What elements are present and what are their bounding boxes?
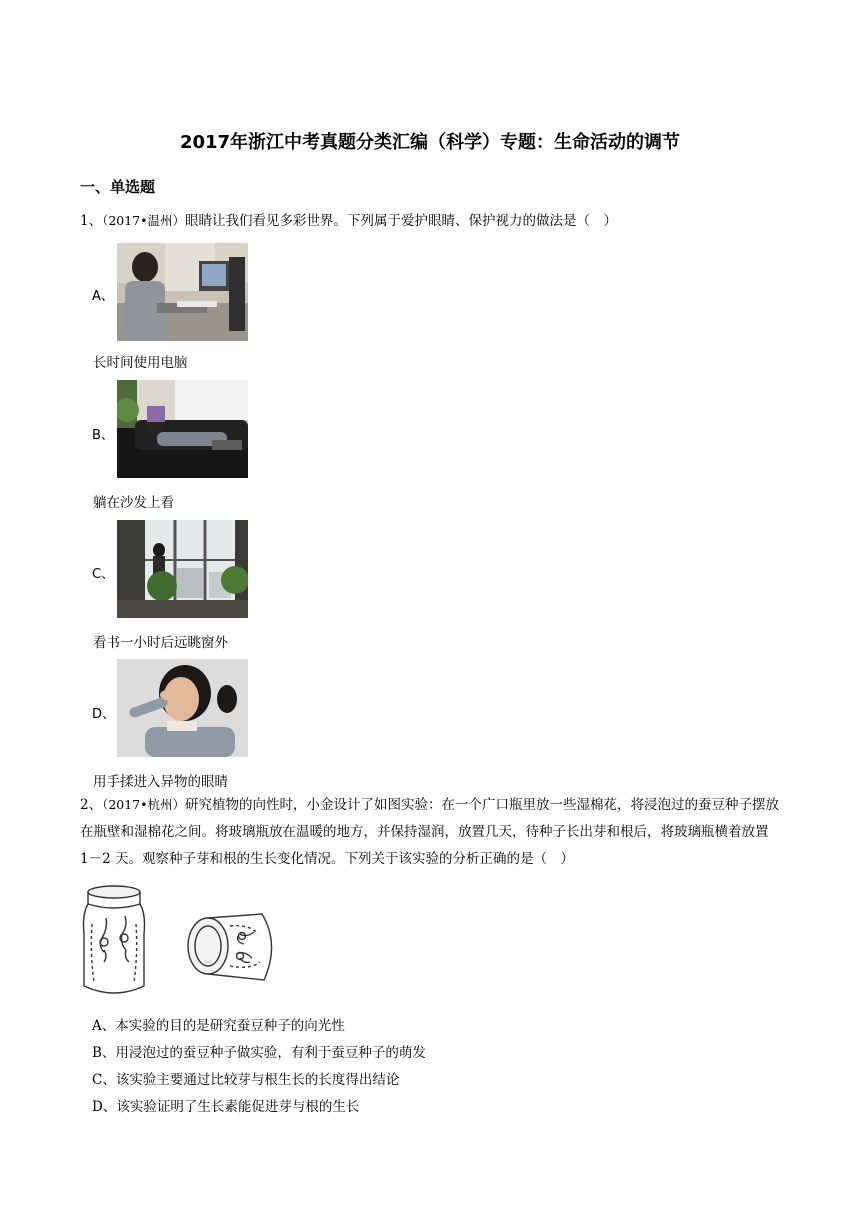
- question-source: （2017•杭州）: [102, 797, 186, 812]
- option-a-image: [117, 243, 248, 341]
- q2-option-d: D、该实验证明了生长素能促进芽与根的生长: [92, 1099, 360, 1115]
- question-number: 2、: [80, 797, 103, 813]
- q2-option-c: C、该实验主要通过比较芽与根生长的长度得出结论: [92, 1072, 400, 1088]
- option-b-letter: B、: [92, 428, 114, 443]
- q2-option-a: A、本实验的目的是研究蚕豆种子的向光性: [92, 1018, 345, 1034]
- option-c-image: [117, 520, 248, 618]
- q2-option-b: B、用浸泡过的蚕豆种子做实验，有利于蚕豆种子的萌发: [92, 1045, 426, 1061]
- section-heading: 一、单选题: [80, 178, 156, 196]
- experiment-jar-figure: [80, 884, 280, 1002]
- option-b-caption: 躺在沙发上看: [93, 495, 174, 511]
- option-d-letter: D、: [92, 707, 116, 722]
- option-b-image: [117, 380, 248, 478]
- option-c-caption: 看书一小时后远眺窗外: [93, 635, 228, 651]
- question-source: （2017•温州）: [102, 213, 186, 228]
- option-a-caption: 长时间使用电脑: [93, 355, 188, 371]
- question-1-stem: [80, 211, 617, 231]
- question-text: 研究植物的向性时，小金设计了如图实验：在一个广口瓶里放一些湿棉花，将浸泡过的蚕豆种子摆放在瓶壁和湿棉花之间。将玻璃瓶放在温暖的地方，并保持湿润，放置几天，待种子长出芽和根后，将玻璃瓶横着放置 1－2 天。观察种子芽和根的生长变化情况。下列关于该实验的分析正确的是（ ）: [80, 797, 780, 867]
- option-c-letter: C、: [92, 567, 115, 582]
- option-d-image: [117, 659, 248, 757]
- question-2-stem: [80, 791, 780, 873]
- question-number: 1、: [80, 213, 103, 229]
- question-text: 眼睛让我们看见多彩世界。下列属于爱护眼睛、保护视力的做法是（ ）: [185, 213, 618, 229]
- option-a-letter: A、: [92, 289, 114, 304]
- option-d-caption: 用手揉进入异物的眼睛: [93, 774, 228, 790]
- page-title: 2017年浙江中考真题分类汇编（科学）专题：生命活动的调节: [179, 132, 681, 153]
